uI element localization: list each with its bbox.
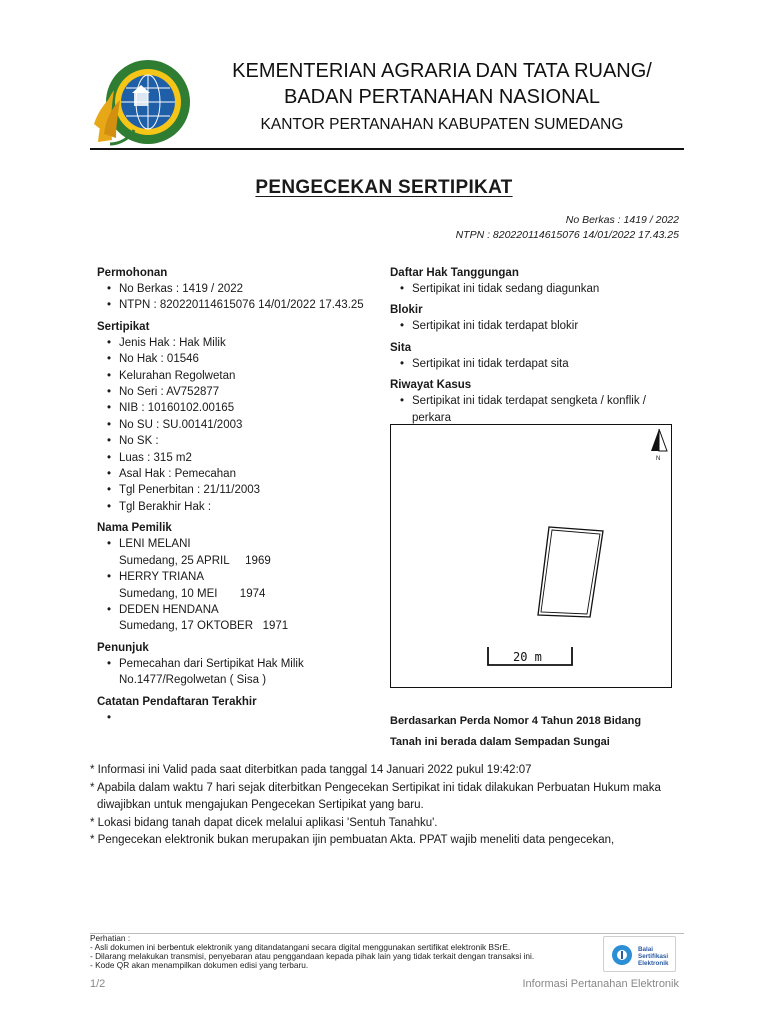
catatan-list [97, 710, 387, 726]
penunjuk-list [97, 656, 387, 689]
sita-heading: Sita [390, 341, 412, 354]
perda-line: Berdasarkan Perda Nomor 4 Tahun 2018 Bidang [390, 715, 642, 727]
sita-list [390, 356, 686, 372]
list-item: • No SK : [107, 433, 387, 449]
footer-caption: Informasi Pertanahan Elektronik [522, 978, 679, 990]
page-title: PENGECEKAN SERTIPIKAT [255, 177, 513, 198]
bsre-logo-icon [606, 938, 636, 972]
note-line: * Lokasi bidang tanah dapat dicek melalui aplikasi 'Sentuh Tanahku'. [90, 816, 438, 829]
bsre-line: Elektronik [638, 960, 669, 968]
penunjuk-heading: Penunjuk [97, 641, 149, 654]
scale-label: 20 m [513, 650, 542, 664]
list-item [107, 569, 387, 602]
meta-no-berkas: No Berkas : 1419 / 2022 [565, 214, 679, 226]
hak-tanggungan-list [390, 281, 686, 297]
list-item: • Jenis Hak : Hak Milik [107, 335, 387, 351]
list-item [107, 536, 387, 569]
bpn-logo [90, 52, 200, 152]
header [210, 58, 674, 135]
agency-name: BADAN PERTANAHAN NASIONAL [283, 86, 600, 108]
north-label: N [656, 456, 661, 462]
pemilik-heading: Nama Pemilik [97, 522, 172, 535]
office-name: KANTOR PERTANAHAN KABUPATEN SUMEDANG [260, 116, 624, 133]
owner-detail: Sumedang, 25 APRIL 1969 [119, 554, 271, 567]
perda-note [390, 711, 680, 753]
footer-line: - Kode QR akan menampilkan dokumen edisi yang terbaru. [90, 960, 309, 970]
list-item: • No Seri : AV752877 [107, 384, 387, 400]
permohonan-list [97, 281, 387, 314]
owner-detail: Sumedang, 10 MEI 1974 [119, 587, 266, 600]
header-divider [90, 148, 684, 150]
riwayat-line: perkara [412, 411, 451, 424]
list-item: • Tgl Berakhir Hak : [107, 499, 387, 515]
ministry-name: KEMENTERIAN AGRARIA DAN TATA RUANG/ [232, 60, 652, 82]
list-item [107, 602, 387, 635]
bsre-line: Balai [638, 946, 654, 953]
footer-notes [90, 934, 590, 970]
note-line: * Apabila dalam waktu 7 hari sejak diterbitkan Pengecekan Sertipikat ini tidak dilakukan Perbuatan Hukum maka [90, 781, 661, 794]
right-column [390, 265, 686, 426]
list-item [107, 710, 387, 726]
owner-name: • LENI MELANI [119, 538, 191, 551]
riwayat-list [390, 393, 686, 426]
parcel-map-drawing [391, 425, 673, 689]
north-arrow-icon [651, 429, 667, 451]
list-item: • NIB : 10160102.00165 [107, 400, 387, 416]
permohonan-heading: Permohonan [97, 267, 168, 279]
bsre-line: Sertifikasi [638, 953, 669, 961]
note-line: * Informasi ini Valid pada saat diterbitkan pada tanggal 14 Januari 2022 pukul 19:42:07 [90, 764, 532, 776]
list-item: • No SU : SU.00141/2003 [107, 417, 387, 433]
hak-tanggungan-heading: Daftar Hak Tanggungan [390, 267, 519, 279]
list-item: • Tgl Penerbitan : 21/11/2003 [107, 482, 387, 498]
bsre-badge [603, 936, 676, 972]
sertipikat-list [97, 335, 387, 515]
list-item: • Asal Hak : Pemecahan [107, 466, 387, 482]
list-item: • NTPN : 820220114615076 14/01/2022 17.43.25 [107, 297, 387, 313]
perhatian-label: Perhatian : [90, 933, 131, 943]
page-number: 1/2 [90, 978, 106, 990]
list-item: • No Hak : 01546 [107, 351, 387, 367]
owner-detail: Sumedang, 17 OKTOBER 1971 [119, 620, 289, 633]
list-item: • Sertipikat ini tidak terdapat sita [400, 356, 686, 372]
pemilik-list [97, 536, 387, 634]
footer-line: - Dilarang melakukan transmisi, penyebaran atau penggandaan kepada pihak lain yang tidak terkait dengan transaksi ini. [90, 951, 535, 961]
blokir-list [390, 318, 686, 334]
list-item [400, 393, 686, 426]
notes [90, 762, 690, 850]
meta-ntpn: NTPN : 820220114615076 14/01/2022 17.43.25 [455, 229, 679, 241]
perda-line: Tanah ini berada dalam Sempadan Sungai [390, 736, 610, 748]
list-item: • No Berkas : 1419 / 2022 [107, 281, 387, 297]
sertipikat-heading: Sertipikat [97, 320, 150, 333]
penunjuk-line: No.1477/Regolwetan ( Sisa ) [119, 674, 267, 687]
list-item [107, 656, 387, 689]
catatan-heading: Catatan Pendaftaran Terakhir [97, 695, 257, 708]
list-item: • Kelurahan Regolwetan [107, 368, 387, 384]
list-item: • Sertipikat ini tidak sedang diagunkan [400, 281, 686, 297]
parcel-map [390, 424, 672, 688]
footer-line: - Asli dokumen ini berbentuk elektronik yang ditandatangani secara digital menggunakan sertifikat elektronik BSrE. [90, 942, 511, 952]
note-line: diwajibkan untuk mengajukan Pengecekan Sertipikat yang baru. [97, 799, 424, 812]
riwayat-line: • Sertipikat ini tidak terdapat sengketa / konflik / [412, 395, 646, 408]
note-line: * Pengecekan elektronik bukan merupakan ijin pembuatan Akta. PPAT wajib meneliti data pengecekan, [90, 834, 615, 847]
list-item: • Luas : 315 m2 [107, 450, 387, 466]
penunjuk-line: • Pemecahan dari Sertipikat Hak Milik [119, 657, 304, 670]
owner-name: • DEDEN HENDANA [119, 603, 219, 616]
parcel-polygon [538, 527, 603, 617]
blokir-heading: Blokir [390, 304, 423, 317]
riwayat-heading: Riwayat Kasus [390, 379, 472, 392]
owner-name: • HERRY TRIANA [119, 571, 204, 584]
list-item: • Sertipikat ini tidak terdapat blokir [400, 318, 686, 334]
left-column [97, 265, 387, 726]
